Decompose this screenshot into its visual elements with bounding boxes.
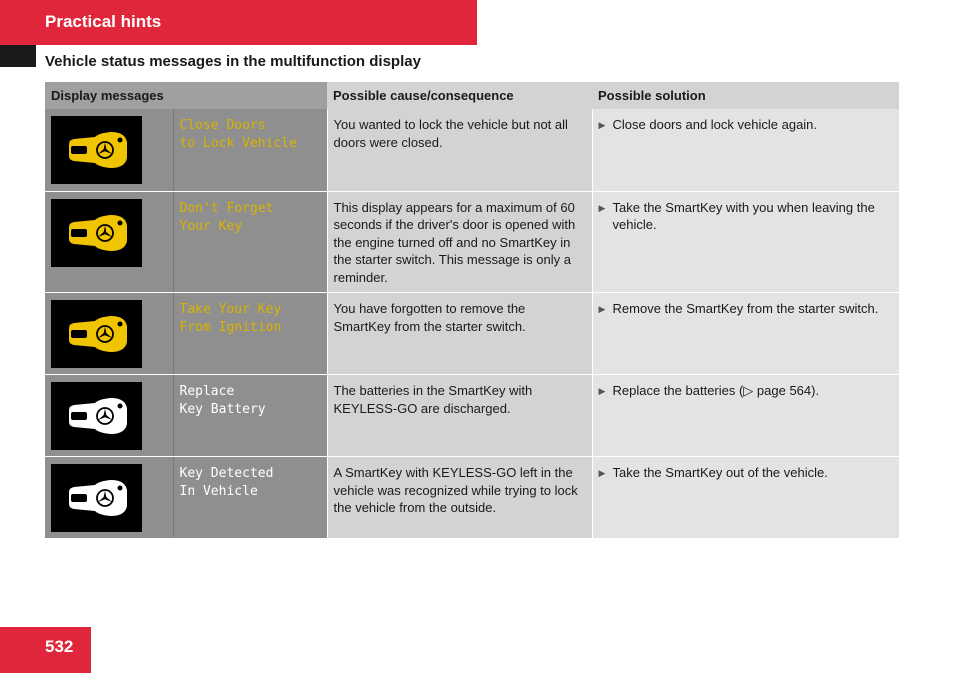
- display-screen: [51, 116, 142, 184]
- status-messages-table: [45, 82, 899, 539]
- solution-line: [599, 199, 894, 234]
- possible-solution: Remove the SmartKey from the starter switch.: [612, 301, 879, 316]
- display-message: Take Your Key From Ignition: [173, 293, 327, 375]
- solution-line: [599, 116, 894, 135]
- display-screen: [51, 382, 142, 450]
- display-message: Don't Forget Your Key: [173, 191, 327, 293]
- possible-solution: Take the SmartKey out of the vehicle.: [612, 465, 828, 480]
- table-row: [45, 293, 899, 375]
- column-header-solution: Possible solution: [592, 82, 899, 109]
- table-row: [45, 457, 899, 539]
- smartkey-icon: [65, 478, 129, 518]
- possible-solution-cell: [592, 293, 899, 375]
- column-header-cause: Possible cause/consequence: [327, 82, 592, 109]
- possible-cause: A SmartKey with KEYLESS-GO left in the vehicle was recognized while trying to lock the vehicle from the outside.: [327, 457, 592, 539]
- triangle-bullet-icon: ▶: [598, 468, 606, 478]
- header-bar: [0, 0, 477, 45]
- solution-line: [599, 464, 894, 483]
- possible-cause: You wanted to lock the vehicle but not all doors were closed.: [327, 109, 592, 191]
- table-row: [45, 191, 899, 293]
- possible-solution: Take the SmartKey with you when leaving the vehicle.: [612, 199, 875, 232]
- smartkey-icon: [65, 396, 129, 436]
- possible-cause: The batteries in the SmartKey with KEYLESS-GO are discharged.: [327, 375, 592, 457]
- possible-solution-cell: [592, 375, 899, 457]
- smartkey-icon: [65, 213, 129, 253]
- display-screen: [51, 464, 142, 532]
- possible-solution: Replace the batteries (▷ page 564).: [612, 383, 820, 398]
- page-number: 532: [45, 637, 74, 656]
- table-row: [45, 109, 899, 191]
- display-icon-cell: [45, 191, 173, 293]
- display-icon-cell: [45, 293, 173, 375]
- header-title: Practical hints: [45, 12, 162, 31]
- possible-cause: You have forgotten to remove the SmartKey from the starter switch.: [327, 293, 592, 375]
- display-icon-cell: [45, 109, 173, 191]
- possible-solution: Close doors and lock vehicle again.: [612, 117, 818, 132]
- display-screen: [51, 300, 142, 368]
- smartkey-icon: [65, 130, 129, 170]
- smartkey-icon: [65, 314, 129, 354]
- triangle-bullet-icon: ▶: [598, 304, 606, 314]
- display-message: Close Doors to Lock Vehicle: [173, 109, 327, 191]
- display-message: Key Detected In Vehicle: [173, 457, 327, 539]
- possible-solution-cell: [592, 109, 899, 191]
- side-marker: [0, 45, 36, 67]
- possible-cause: This display appears for a maximum of 60 seconds if the driver's door is opened with the engine turned off and no SmartKey in the starter switch. This message is only a reminder.: [327, 191, 592, 293]
- display-icon-cell: [45, 457, 173, 539]
- column-header-display-messages: Display messages: [45, 82, 327, 109]
- solution-line: [599, 300, 894, 319]
- section-title: Vehicle status messages in the multifunction display: [45, 53, 421, 70]
- triangle-bullet-icon: ▶: [598, 202, 606, 213]
- page-number-box: [0, 627, 91, 673]
- table-header-row: [45, 82, 899, 109]
- possible-solution-cell: [592, 191, 899, 293]
- triangle-bullet-icon: ▶: [598, 120, 606, 130]
- table-row: [45, 375, 899, 457]
- display-message: Replace Key Battery: [173, 375, 327, 457]
- solution-line: [599, 382, 894, 401]
- display-icon-cell: [45, 375, 173, 457]
- possible-solution-cell: [592, 457, 899, 539]
- display-screen: [51, 199, 142, 267]
- triangle-bullet-icon: ▶: [598, 386, 606, 396]
